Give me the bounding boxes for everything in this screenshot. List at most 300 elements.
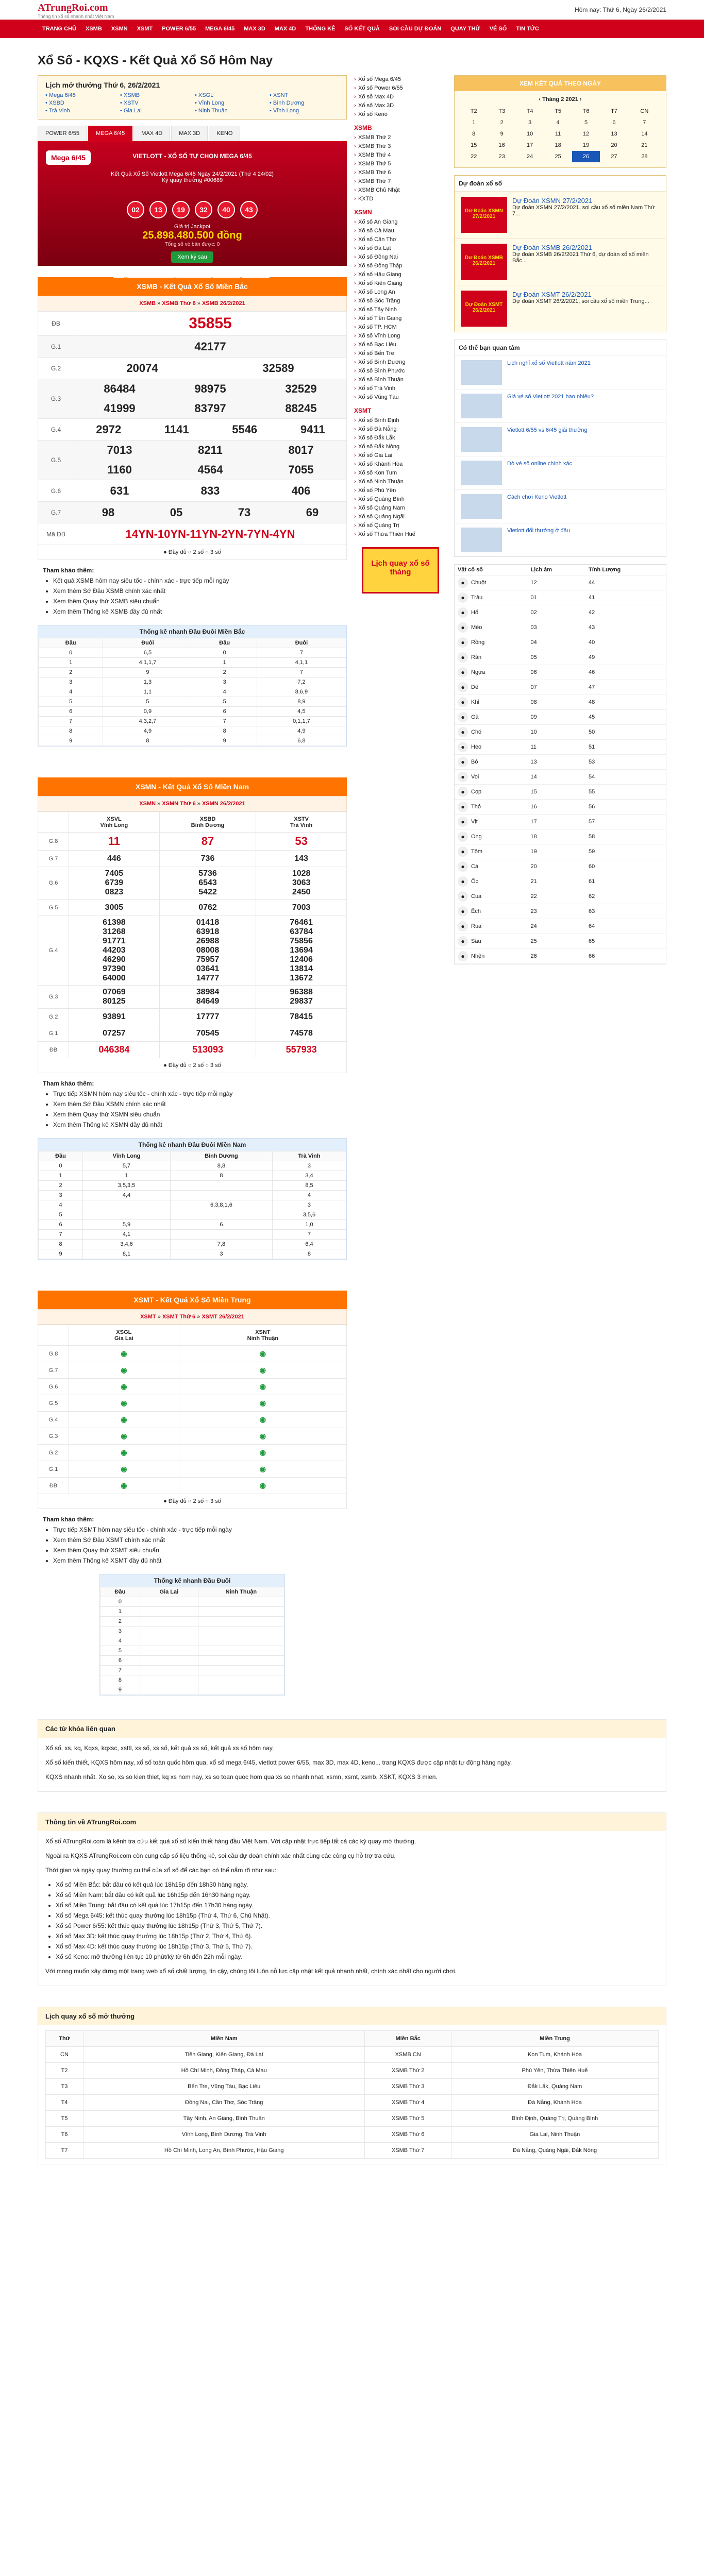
prize-row	[38, 1395, 347, 1412]
promo-banner[interactable]: Lịch quay xổ số tháng	[362, 547, 439, 594]
province-link[interactable]: › Xổ số Cần Thơ	[354, 235, 447, 244]
breadcrumb-link[interactable]: XSMN Thứ 6	[162, 801, 196, 807]
paragraph: Xổ số ATrungRoi.com là kênh tra cứu kết quả xổ số kiến thiết hàng đầu Việt Nam. Với cập nhật trực tiếp tất cả các kỳ quay mở thưởng.	[45, 1838, 416, 1845]
table-cell: 6	[192, 707, 257, 717]
calendar-day[interactable]: 9	[500, 131, 504, 137]
prize-values	[74, 379, 347, 419]
breadcrumb-link[interactable]: XSMN	[139, 801, 156, 807]
prize-number: 32589	[262, 361, 294, 375]
list-item: • Xổ số Power 6/55: kết thúc quay thưởng lúc 18h15p (Thứ 3, Thứ 5, Thứ 7).	[56, 1921, 659, 1931]
prediction-title[interactable]: Dự Đoán XSMN 27/2/2021	[512, 197, 593, 205]
table-cell: 49	[585, 650, 666, 665]
next-draw-button[interactable]: Xem kỳ sau	[171, 251, 213, 263]
table-row	[39, 707, 346, 717]
table-row	[39, 717, 346, 726]
prize-values	[69, 1025, 160, 1042]
province-header[interactable]	[69, 1325, 179, 1346]
province-link[interactable]: › Xổ số Power 6/55	[354, 84, 447, 93]
tab-power-6-55[interactable]: POWER 6/55	[38, 126, 87, 141]
table-cell: 1	[39, 658, 103, 668]
prediction-title[interactable]: Dự Đoán XSMT 26/2/2021	[512, 291, 592, 298]
prize-number: 63918	[196, 927, 220, 936]
province-link[interactable]: › Xổ số Cà Mau	[354, 227, 447, 235]
calendar-day[interactable]: 4	[556, 120, 560, 126]
column-header: Đầu	[192, 638, 257, 648]
calendar-day[interactable]: 14	[641, 131, 648, 137]
winning-balls	[44, 201, 341, 218]
nav-item[interactable]: MAX 4D	[274, 26, 296, 32]
calendar-day[interactable]: 11	[555, 131, 561, 137]
nav-item[interactable]: XSMB	[86, 26, 102, 32]
prize-label: G.3	[38, 1428, 69, 1445]
reference-link[interactable]: • Trực tiếp XSMT hôm nay siêu tốc - chính xác - trực tiếp mỗi ngày	[53, 1524, 342, 1535]
table-cell: 1	[192, 658, 257, 668]
prize-number: 20074	[126, 361, 158, 375]
reference-link[interactable]: • Kết quả XSMB hôm nay siêu tốc - chính xác - trực tiếp mỗi ngày	[53, 575, 342, 586]
list-item: • Xổ số Keno: mở thưởng liên tục 10 phút/kỳ từ 6h đến 22h mỗi ngày.	[56, 1952, 659, 1962]
schedule-link[interactable]: • XSGL	[195, 92, 214, 98]
prize-values	[69, 1379, 179, 1395]
prize-number: 38984	[196, 988, 220, 996]
nav-item[interactable]: TIN TỨC	[516, 26, 539, 32]
prize-number: 3063	[292, 878, 311, 887]
page-title: Xổ Số - KQXS - Kết Quả Xổ Số Hôm Nay	[38, 54, 273, 67]
table-cell: 06	[528, 665, 586, 680]
province-link[interactable]: › Xổ số Bình Phước	[354, 367, 447, 376]
nav-item[interactable]: SOI CẦU DỰ ĐOÁN	[389, 26, 442, 32]
nav-item[interactable]: THỐNG KÊ	[305, 26, 336, 32]
province-link[interactable]: › Xổ số Thừa Thiên Huế	[354, 530, 447, 539]
table-cell: 0	[192, 648, 257, 658]
prediction-title[interactable]: Dự Đoán XSMB 26/2/2021	[512, 244, 592, 251]
xsmb-display-options[interactable]: ● Đầy đủ ○ 2 số ○ 3 số	[38, 545, 347, 560]
province-link[interactable]: › Xổ số Phú Yên	[354, 486, 447, 495]
province-name: Trà Vinh	[290, 822, 313, 828]
prediction-item[interactable]	[455, 285, 666, 332]
related-link[interactable]: Cách chơi Keno Vietlott	[507, 494, 567, 500]
table-cell: 03	[528, 620, 586, 635]
table-cell: 14	[528, 770, 586, 785]
prize-label: G.8	[38, 1346, 69, 1362]
prize-values	[69, 916, 160, 986]
calendar-day[interactable]: 26	[572, 151, 600, 162]
table-cell: 25	[528, 934, 586, 949]
prize-number: 42177	[194, 340, 226, 353]
xsmn-display-options[interactable]: ● Đầy đủ ○ 2 số ○ 3 số	[38, 1058, 347, 1073]
reference-link[interactable]: • Xem thêm Thống kê XSMT đầy đủ nhất	[53, 1555, 342, 1566]
prize-number: 1141	[164, 422, 189, 436]
tab-max-3d[interactable]: MAX 3D	[171, 126, 208, 141]
table-cell: T3	[46, 2079, 83, 2095]
nav-item[interactable]: POWER 6/55	[162, 26, 196, 32]
prize-number: 1028	[292, 869, 311, 878]
province-link[interactable]: › XSMB Thứ 2	[354, 133, 447, 142]
province-link[interactable]: › Xổ số Hậu Giang	[354, 270, 447, 279]
dream-name: ● Bò	[455, 755, 528, 770]
province-link[interactable]: › Xổ số Bình Dương	[354, 358, 447, 367]
prize-row	[38, 379, 347, 419]
province-link[interactable]: › Xổ số Quảng Nam	[354, 504, 447, 513]
breadcrumb-link[interactable]: XSMT 26/2/2021	[202, 1314, 244, 1320]
loading-icon: ◉	[259, 1481, 266, 1489]
reference-link[interactable]: • Trực tiếp XSMN hôm nay siêu tốc - chính xác - trực tiếp mỗi ngày	[53, 1089, 342, 1099]
site-logo[interactable]: ATrungRoi.com Thông tin xổ số nhanh nhất Việt Nam	[38, 2, 114, 19]
prize-values	[69, 1412, 179, 1428]
prize-row	[38, 916, 347, 986]
province-link[interactable]: › Xổ số Bạc Liêu	[354, 341, 447, 349]
table-cell: 4,1,1,7	[103, 658, 192, 668]
province-link[interactable]: › Xổ số Đồng Nai	[354, 253, 447, 262]
province-link[interactable]: › KXTD	[354, 195, 447, 204]
table-cell: 8	[192, 726, 257, 736]
table-cell: XSMB Thứ 4	[365, 2095, 451, 2111]
related-link[interactable]: Dò vé số online chính xác	[507, 461, 572, 467]
calendar-day[interactable]: 12	[582, 131, 590, 137]
table-cell: 9	[100, 1685, 140, 1695]
schedule-link[interactable]: • XSTV	[120, 100, 139, 106]
province-link[interactable]: › Xổ số Đắk Lắk	[354, 434, 447, 443]
related-link[interactable]: Vietlott 6/55 vs 6/45 giải thưởng	[507, 427, 588, 433]
table-cell: 56	[585, 800, 666, 815]
nav-item[interactable]: QUAY THỬ	[450, 26, 480, 32]
calendar-day[interactable]: 3	[528, 120, 532, 126]
province-link[interactable]: › Xổ số Trà Vinh	[354, 384, 447, 393]
province-link[interactable]: › XSMB Thứ 4	[354, 151, 447, 160]
dream-name: ● Nhện	[455, 949, 528, 964]
province-link[interactable]: › Xổ số Bến Tre	[354, 349, 447, 358]
nav-item[interactable]: XSMN	[111, 26, 128, 32]
table-cell: 64	[585, 919, 666, 934]
table-cell: 9	[192, 736, 257, 746]
loading-icon: ◉	[259, 1365, 266, 1374]
province-link[interactable]: › Xổ số Vũng Tàu	[354, 393, 447, 402]
prize-row	[38, 851, 347, 867]
prediction-item[interactable]	[455, 191, 666, 238]
table-cell	[140, 1607, 198, 1617]
prize-label: G.6	[38, 1379, 69, 1395]
province-link[interactable]: › Xổ số Ninh Thuận	[354, 478, 447, 486]
breadcrumb-link[interactable]: XSMB 26/2/2021	[202, 300, 245, 307]
province-link[interactable]: › Xổ số Long An	[354, 288, 447, 297]
calendar-grid	[460, 106, 661, 162]
province-link[interactable]: › Xổ số Bình Thuận	[354, 376, 447, 384]
schedule-link[interactable]: • Vĩnh Long	[195, 100, 225, 106]
prize-values	[159, 1025, 256, 1042]
table-row	[455, 665, 666, 680]
nav-item[interactable]: MAX 3D	[244, 26, 265, 32]
reference-link[interactable]: • Xem thêm Sớ Đầu XSMN chính xác nhất	[53, 1099, 342, 1109]
breadcrumb-link[interactable]: XSMT Thứ 6	[162, 1314, 196, 1320]
nav-item[interactable]: VÉ SỐ	[489, 26, 507, 32]
prediction-item[interactable]	[455, 238, 666, 285]
prediction-desc: Dự đoán XSMN 27/2/2021, soi cầu xổ số miền Nam Thứ 7...	[512, 205, 655, 217]
related-item[interactable]	[455, 422, 666, 456]
table-cell: T6	[46, 2127, 83, 2143]
province-link[interactable]: › Xổ số Vĩnh Long	[354, 332, 447, 341]
province-link[interactable]: › Xổ số Quảng Bình	[354, 495, 447, 504]
paragraph: Thời gian và ngày quay thưởng cụ thể của xổ số để các bạn có thể nắm rõ như sau:	[45, 1867, 277, 1874]
prediction-box: Dự đoán xổ số Dự Đoán XSMN 27/2/2021 Dự Đoán XSMN 27/2/2021 Dự đoán XSMN 27/2/2021, soi cầu xổ số miền Nam Thứ 7... Dự Đoán XSMB 26/2/2021 Dự Đoán XSMB 26/2/2021 Dự đoán XSMB 26/2/2021 Thứ 6, dự đoán xổ số miền Bắc... Dự Đoán XSMT 26/2/2021 Dự Đoán XSMT 26/2/2021 Dự đoán XSMT 26/2/2021, soi cầu xổ số miền Trung...	[454, 175, 666, 332]
table-cell: 4	[39, 1200, 83, 1210]
table-cell: Đắk Lắk, Quảng Nam	[451, 2079, 658, 2095]
schedule-link[interactable]: • Ninh Thuận	[195, 108, 228, 114]
xsmt-display-options[interactable]: ● Đầy đủ ○ 2 số ○ 3 số	[38, 1494, 347, 1509]
province-code[interactable]: XSNT	[255, 1329, 271, 1335]
tab-keno[interactable]: KENO	[209, 126, 240, 141]
table-row	[100, 1685, 284, 1695]
about-section: Thông tin về ATrungRoi.com Xổ số ATrungRoi.com là kênh tra cứu kết quả xổ số kiến thiết hàng đầu Việt Nam. Với cập nhật trực tiếp tất cả các kỳ quay mở thưởng. Ngoài ra KQXS ATrungRoi.com còn cung cấp số liệu thống kê, soi cầu dự đoán chính xác nhất cùng các công cụ hỗ trợ tra cứu. Thời gian và ngày quay thưởng cụ thể của xổ số để các bạn có thể nắm rõ như sau: • Xổ số Miền Bắc: bắt đầu có kết quả lúc 18h15p đến 18h30 hàng ngày. • Xổ số Miền Nam: bắt đầu có kết quả lúc 16h15p đến 16h30 hàng ngày. • Xổ số Miền Trung: bắt đầu có kết quả lúc 17h15p đến 17h30 hàng ngày. • Xổ số Mega 6/45: kết thúc quay thưởng lúc 18h15p (Thứ 4, Thứ 6, Chủ Nhật). • Xổ số Power 6/55: kết thúc quay thưởng lúc 18h15p (Thứ 3, Thứ 5, Thứ 7). • Xổ số Max 3D: kết thúc quay thưởng lúc 18h15p (Thứ 2, Thứ 4, Thứ 6). • Xổ số Max 4D: kết thúc quay thưởng lúc 18h15p (Thứ 3, Thứ 5, Thứ 7). • Xổ số Keno: mở thưởng liên tục 10 phút/kỳ từ 6h đến 22h mỗi ngày. Với mong muốn xây dựng một trang web xổ số chất lượng, tin cậy, chúng tôi luôn nỗ lực cập nhật kết quả nhanh nhất, chính xác nhất cho người chơi.	[38, 1812, 666, 1986]
province-link[interactable]: › Xổ số Max 3D	[354, 101, 447, 110]
prize-row	[38, 1445, 347, 1461]
calendar-day[interactable]: 22	[471, 154, 477, 160]
province-link[interactable]: › Xổ số Quảng Trị	[354, 521, 447, 530]
prize-number: 13694	[290, 946, 313, 955]
schedule-link[interactable]: • Gia Lai	[120, 108, 142, 114]
schedule-link[interactable]: • XSMB	[120, 92, 140, 98]
schedule-link[interactable]: • XSNT	[270, 92, 289, 98]
province-link[interactable]: › Xổ số Đắk Nông	[354, 443, 447, 451]
related-item[interactable]	[455, 456, 666, 489]
dream-name: ● Rùa	[455, 919, 528, 934]
breadcrumb-link[interactable]: XSMB Thứ 6	[162, 300, 196, 307]
table-cell: 4	[100, 1636, 140, 1646]
prize-number: 3005	[105, 903, 124, 912]
province-code[interactable]: XSVL	[107, 816, 122, 822]
related-item[interactable]	[455, 355, 666, 389]
province-link[interactable]: › XSMB Thứ 3	[354, 142, 447, 151]
calendar-day[interactable]: 17	[527, 142, 533, 148]
province-link[interactable]: › Xổ số Max 4D	[354, 93, 447, 101]
table-row	[39, 1240, 346, 1249]
province-link[interactable]: › Xổ số Bình Định	[354, 416, 447, 425]
table-cell: 4,3,2,7	[103, 717, 192, 726]
related-item[interactable]	[455, 389, 666, 422]
table-cell: 4	[272, 1191, 346, 1200]
main-nav	[0, 20, 704, 38]
prize-number: 5736	[198, 869, 217, 878]
prize-number: 557933	[286, 1044, 317, 1055]
table-cell: 3,4,6	[83, 1240, 171, 1249]
reference-link[interactable]: • Xem thêm Quay thử XSMT siêu chuẩn	[53, 1545, 342, 1555]
reference-link[interactable]: • Xem thêm Sớ Đầu XSMB chính xác nhất	[53, 586, 342, 596]
calendar-day[interactable]: 21	[641, 142, 648, 148]
calendar-day[interactable]: 5	[584, 120, 588, 126]
top-bar	[38, 0, 666, 20]
table-cell: 24	[528, 919, 586, 934]
next-month-icon[interactable]: ›	[578, 96, 582, 103]
calendar-day[interactable]: 13	[611, 131, 617, 137]
related-item[interactable]	[455, 489, 666, 523]
reference-link[interactable]: • Xem thêm Thống kê XSMB đầy đủ nhất	[53, 606, 342, 617]
province-header[interactable]	[159, 812, 256, 833]
province-link[interactable]: › XSMB Thứ 7	[354, 177, 447, 186]
related-link[interactable]: Giá vé số Vietlott 2021 bao nhiêu?	[507, 394, 594, 400]
calendar-day[interactable]: 18	[555, 142, 561, 148]
prize-number: 4564	[197, 463, 223, 476]
table-cell: 19	[528, 844, 586, 859]
province-link[interactable]: › Xổ số Đà Lạt	[354, 244, 447, 253]
prize-number: 8211	[198, 444, 223, 456]
table-row	[455, 770, 666, 785]
table-cell: Bến Tre, Vũng Tàu, Bạc Liêu	[83, 2079, 364, 2095]
breadcrumb-link[interactable]: XSMB	[139, 300, 156, 307]
province-link[interactable]: › Xổ số Quảng Ngãi	[354, 513, 447, 521]
table-cell	[83, 1210, 171, 1220]
table-cell: 5	[39, 697, 103, 707]
province-link[interactable]: › Xổ số TP. HCM	[354, 323, 447, 332]
province-link[interactable]: › XSMB Thứ 6	[354, 168, 447, 177]
province-link[interactable]: › Xổ số Tiền Giang	[354, 314, 447, 323]
province-link[interactable]: › Xổ số Khánh Hòa	[354, 460, 447, 469]
related-link[interactable]: Vietlott đổi thưởng ở đâu	[507, 528, 570, 534]
loading-icon: ◉	[121, 1464, 127, 1473]
province-link[interactable]: › Xổ số Keno	[354, 110, 447, 119]
calendar-day[interactable]: 2	[500, 120, 504, 126]
schedule-section: Lịch quay xổ số mở thưởng Thứ Miền Nam Miền Bắc Miền Trung CN Tiền Giang, Kiên Giang, Đà Lạt XSMB CN Kon Tum, Khánh Hòa T2 Hồ Chí Minh, Đồng Tháp, Cà Mau XSMB Thứ 2 Phú Yên, Thừa Thiên Huế T3 Bến Tre, Vũng Tàu, Bạc Liêu XSMB Thứ 3 Đắk Lắk, Quảng Nam T4 Đồng Nai, Cần Thơ, Sóc Trăng XSMB Thứ 4 Đà Nẵng, Khánh Hòa T5 Tây Ninh, An Giang, Bình Thuận XSMB Thứ 5 Bình Định, Quảng Trị, Quảng Bình T6 Vĩnh Long, Bình Dương, Trà Vinh XSMB Thứ 6 Gia Lai, Ninh Thuận T7 Hồ Chí Minh, Long An, Bình Phước, Hậu Giang XSMB Thứ 7 Đà Nẵng, Quảng Ngãi, Đắk Nông	[38, 2007, 666, 2164]
schedule-link[interactable]: • XSBD	[45, 100, 64, 106]
province-link[interactable]: › Xổ số Tây Ninh	[354, 306, 447, 314]
prize-row	[38, 1379, 347, 1395]
animal-icon: ●	[458, 936, 468, 946]
table-row	[46, 2127, 659, 2143]
table-row	[455, 815, 666, 829]
calendar-day[interactable]: 23	[498, 154, 505, 160]
nav-item[interactable]: MEGA 6/45	[205, 26, 235, 32]
province-link[interactable]: › Xổ số Kon Tum	[354, 469, 447, 478]
schedule-link[interactable]: • Bình Dương	[270, 100, 305, 106]
related-link[interactable]: Lịch nghỉ xổ số Vietlott năm 2021	[507, 360, 591, 366]
prize-values	[69, 867, 160, 900]
tab-mega-6-45[interactable]: MEGA 6/45	[88, 126, 132, 141]
calendar-day[interactable]: 24	[527, 154, 533, 160]
table-row	[39, 687, 346, 697]
calendar-day[interactable]: 25	[555, 154, 561, 160]
province-link[interactable]: › Xổ số An Giang	[354, 218, 447, 227]
table-row	[39, 1210, 346, 1220]
province-header[interactable]	[256, 812, 347, 833]
table-cell	[171, 1181, 273, 1191]
prize-label: G.1	[38, 1461, 69, 1478]
calendar-day[interactable]: 7	[643, 120, 646, 126]
schedule-link[interactable]: • Mega 6/45	[45, 92, 76, 98]
calendar-day[interactable]: 27	[611, 154, 617, 160]
reference-link[interactable]: • Xem thêm Quay thử XSMB siêu chuẩn	[53, 596, 342, 606]
main-column	[38, 75, 347, 1699]
nav-item[interactable]: XSMT	[137, 26, 153, 32]
prize-number: 6739	[105, 878, 124, 887]
province-link[interactable]: › Xổ số Sóc Trăng	[354, 297, 447, 306]
table-cell: 58	[585, 829, 666, 844]
table-cell: 65	[585, 934, 666, 949]
nav-item[interactable]: SỔ KẾT QUẢ	[344, 26, 380, 32]
calendar-day[interactable]: 1	[472, 120, 476, 126]
prev-month-icon[interactable]: ‹	[539, 96, 543, 103]
table-cell: 10	[528, 725, 586, 740]
calendar-day[interactable]: 15	[471, 142, 477, 148]
reference-link[interactable]: • Xem thêm Sớ Đầu XSMT chính xác nhất	[53, 1535, 342, 1545]
calendar-day[interactable]: 16	[498, 142, 505, 148]
tab-max-4d[interactable]: MAX 4D	[133, 126, 170, 141]
jackpot-value: 25.898.480.500 đồng	[142, 230, 242, 241]
prize-row	[38, 358, 347, 379]
province-link[interactable]: › Xổ số Gia Lai	[354, 451, 447, 460]
prize-values	[179, 1478, 346, 1494]
province-code[interactable]: XSBD	[199, 816, 216, 822]
province-code[interactable]: XSTV	[294, 816, 309, 822]
prize-values	[256, 900, 347, 916]
table-row	[100, 1646, 284, 1656]
calendar-day[interactable]: 28	[641, 154, 648, 160]
schedule-link[interactable]: • Vĩnh Long	[270, 108, 299, 114]
animal-icon: ●	[458, 712, 468, 722]
table-row	[455, 605, 666, 620]
prize-values	[256, 1042, 347, 1058]
table-row	[455, 889, 666, 904]
province-link[interactable]: › XSMB Thứ 5	[354, 160, 447, 168]
prize-number: 14777	[196, 974, 220, 982]
calendar-day[interactable]: 10	[527, 131, 533, 137]
table-row	[39, 1249, 346, 1259]
table-cell: 8	[103, 736, 192, 746]
calendar-day[interactable]: 20	[611, 142, 617, 148]
xsmt-headtail: Thống kê nhanh Đầu Đuôi Đầu Gia Lai Ninh Thuận 0 1 2 3 4 5 6 7 8 9	[99, 1574, 285, 1696]
calendar-day[interactable]: 6	[612, 120, 616, 126]
province-code[interactable]: XSGL	[116, 1329, 132, 1335]
table-cell: 07	[528, 680, 586, 695]
loading-icon: ◉	[259, 1398, 266, 1407]
table-cell	[140, 1685, 198, 1695]
table-cell: 57	[585, 815, 666, 829]
prize-label: G.7	[38, 1362, 69, 1379]
nav-item[interactable]: TRANG CHỦ	[42, 26, 76, 32]
corner	[38, 1325, 69, 1346]
prize-values	[159, 851, 256, 867]
breadcrumb-link[interactable]: XSMN 26/2/2021	[202, 801, 245, 807]
table-cell	[140, 1656, 198, 1666]
schedule-link[interactable]: • Trà Vinh	[45, 108, 70, 114]
table-cell	[198, 1646, 284, 1656]
table-cell: 7	[192, 717, 257, 726]
province-link[interactable]: › XSMB Chủ Nhật	[354, 186, 447, 195]
prize-number: 833	[200, 484, 220, 497]
province-link[interactable]: › Xổ số Mega 6/45	[354, 75, 447, 84]
province-header[interactable]	[179, 1325, 346, 1346]
province-link[interactable]: › Xổ số Đồng Tháp	[354, 262, 447, 270]
table-cell: 51	[585, 740, 666, 755]
breadcrumb-link[interactable]: XSMT	[140, 1314, 156, 1320]
table-cell: 6,8	[257, 736, 346, 746]
calendar-day[interactable]: 8	[472, 131, 476, 137]
table-cell: 11	[528, 740, 586, 755]
table-row	[455, 650, 666, 665]
reference-link[interactable]: • Xem thêm Quay thử XSMN siêu chuẩn	[53, 1109, 342, 1120]
prize-values	[256, 916, 347, 986]
animal-icon: ●	[458, 921, 468, 931]
table-row	[39, 1171, 346, 1181]
prize-number: 74578	[290, 1028, 313, 1038]
province-link[interactable]: › Xổ số Đà Nẵng	[354, 425, 447, 434]
loading-icon: ◉	[259, 1382, 266, 1391]
paragraph: KQXS nhanh nhất. Xo so, xs so kien thiet, kq xs hom nay, xs so toan quoc hom qua xs so nhanh nhat, xsmn, xsmt, xsmb, XSKT, KQXS 3 mien.	[45, 1773, 438, 1781]
loading-icon: ◉	[259, 1464, 266, 1473]
related-item[interactable]	[455, 523, 666, 556]
province-link[interactable]: › Xổ số Kiên Giang	[354, 279, 447, 288]
calendar-day[interactable]: 19	[582, 142, 590, 148]
reference-link[interactable]: • Xem thêm Thống kê XSMN đầy đủ nhất	[53, 1120, 342, 1130]
table-row	[100, 1626, 284, 1636]
province-header[interactable]	[69, 812, 160, 833]
animal-icon: ●	[458, 757, 468, 767]
